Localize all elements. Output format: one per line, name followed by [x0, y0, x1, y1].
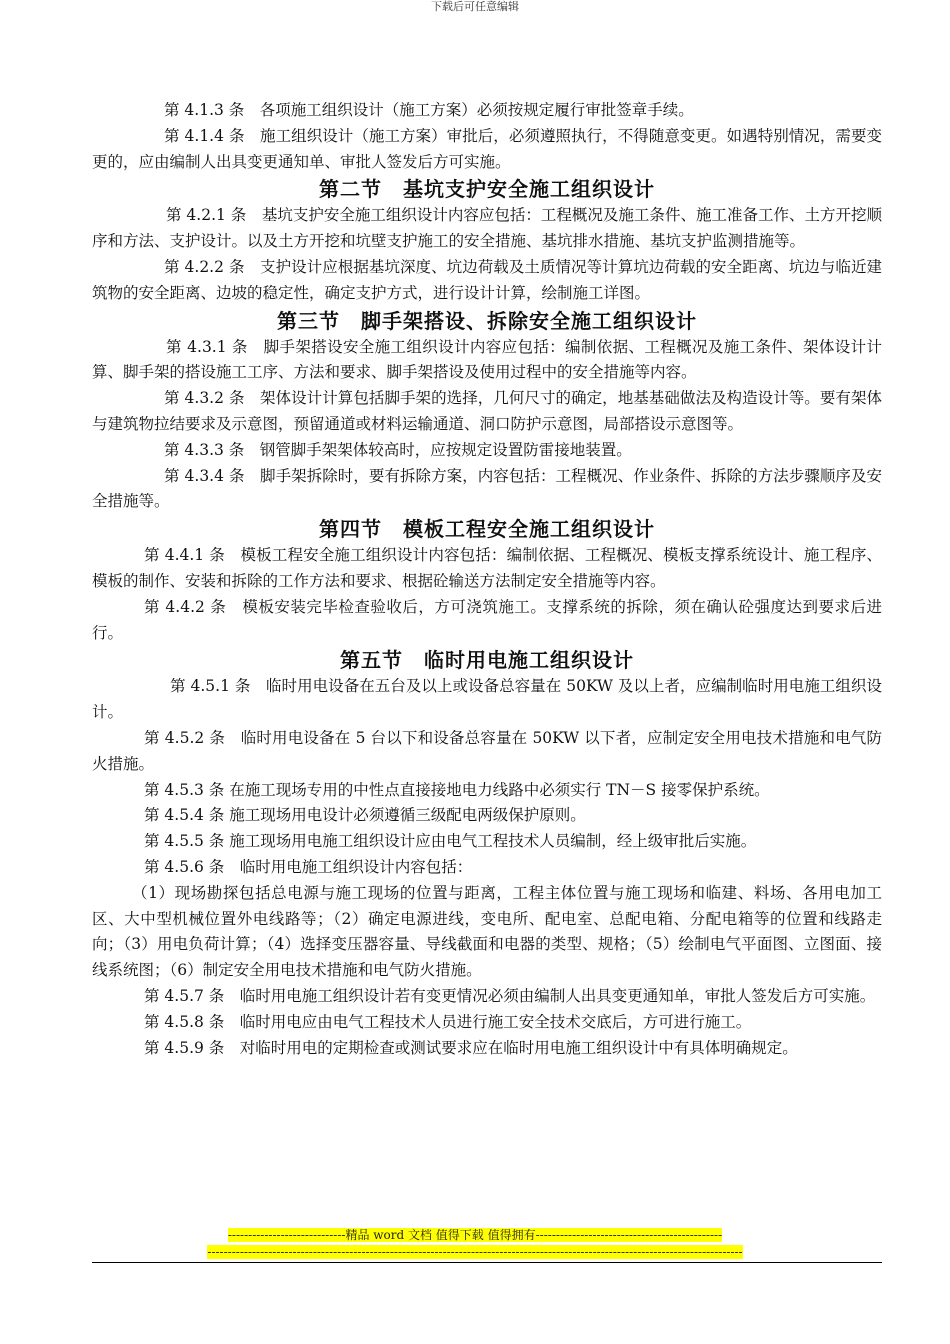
article-paragraph: 第 4.5.8 条 临时用电应由电气工程技术人员进行施工安全技术交底后，方可进行施工。 — [144, 1012, 752, 1031]
article-paragraph: （1）现场勘探包括总电源与施工现场的位置与距离，工程主体位置与施工现场和临建、料场、各用电加工区、大中型机械位置外电线路等；（2）确定电源进线，变电所、配电室、总配电箱、分配电箱等的位置和线路走向；（3）用电负荷计算；（4）选择变压器容量、导线截面和电器的类型、规格；（5）绘制电气平面图、立图面、接线系统图；（6）制定安全用电技术措施和电气防火措施。 — [92, 883, 882, 980]
article-paragraph: 第 4.5.3 条 在施工现场专用的中性点直接接地电力线路中必须实行 TN－S 接零保护系统。 — [144, 780, 770, 799]
article-paragraph: 第 4.5.7 条 临时用电施工组织设计若有变更情况必须由编制人出具变更通知单，审批人签发后方可实施。 — [144, 986, 876, 1005]
article-paragraph: 第 4.5.4 条 施工现场用电设计必须遵循三级配电两级保护原则。 — [144, 806, 586, 825]
footer-rule — [92, 1262, 882, 1263]
article-paragraph: 第 4.3.4 条 脚手架拆除时，要有拆除方案，内容包括：工程概况、作业条件、拆除的方法步骤顺序及安全措施等。 — [92, 466, 882, 511]
article-paragraph: 第 4.4.1 条 模板工程安全施工组织设计内容包括：编制依据、工程概况、模板支撑系统设计、施工程序、模板的制作、安装和拆除的工作方法和要求、根据砼输送方法制定安全措施等内容。 — [92, 546, 882, 590]
article-paragraph: 第 4.5.5 条 施工现场用电施工组织设计应由电气工程技术人员编制，经上级审批后实施。 — [144, 832, 757, 851]
section-heading: 第二节 基坑支护安全施工组织设计 — [319, 177, 655, 202]
footer-line-1: -----------------------------精品 word 文档 值得下载 值得拥有---------------------------------------------- — [227, 1228, 723, 1242]
article-paragraph: 第 4.3.1 条 脚手架搭设安全施工组织设计内容应包括：编制依据、工程概况及施工条件、架体设计计算、脚手架的搭设施工工序、方法和要求、脚手架搭设及使用过程中的安全措施等内容。 — [92, 337, 882, 382]
footer-line-2: ------------------------------------------------------------------------------------------------------------------------------------ — [207, 1245, 743, 1259]
section-heading: 第四节 模板工程安全施工组织设计 — [319, 517, 655, 542]
section-heading: 第五节 临时用电施工组织设计 — [340, 648, 634, 673]
article-paragraph: 第 4.2.1 条 基坑支护安全施工组织设计内容应包括：工程概况及施工条件、施工准备工作、土方开挖顺序和方法、支护设计。以及土方开挖和坑壁支护施工的安全措施、基坑排水措施、基坑支护监测措施等。 — [92, 206, 882, 251]
article-paragraph: 第 4.4.2 条 模板安装完毕检查验收后，方可浇筑施工。支撑系统的拆除，须在确认砼强度达到要求后进行。 — [92, 597, 882, 642]
article-paragraph: 第 4.1.3 条 各项施工组织设计（施工方案）必须按规定履行审批签章手续。 — [164, 101, 694, 119]
article-paragraph: 第 4.2.2 条 支护设计应根据基坑深度、坑边荷载及土质情况等计算坑边荷载的安全距离、坑边与临近建筑物的安全距离、边坡的稳定性，确定支护方式，进行设计计算，绘制施工详图。 — [92, 257, 882, 302]
article-paragraph: 第 4.5.2 条 临时用电设备在 5 台以下和设备总容量在 50KW 以下者，应制定安全用电技术措施和电气防火措施。 — [92, 728, 882, 773]
article-paragraph: 第 4.1.4 条 施工组织设计（施工方案）审批后，必须遵照执行，不得随意变更。如遇特别情况，需要变更的，应由编制人出具变更通知单、审批人签发后方可实施。 — [92, 126, 882, 171]
article-paragraph: 第 4.5.1 条 临时用电设备在五台及以上或设备总容量在 50KW 及以上者，应编制临时用电施工组织设计。 — [92, 677, 882, 722]
article-paragraph: 第 4.5.6 条 临时用电施工组织设计内容包括： — [144, 857, 473, 876]
document-body — [92, 98, 882, 1061]
article-paragraph: 第 4.5.9 条 对临时用电的定期检查或测试要求应在临时用电施工组织设计中有具体明确规定。 — [144, 1038, 798, 1057]
footer-banner — [0, 1227, 950, 1261]
article-paragraph: 第 4.3.2 条 架体设计计算包括脚手架的选择，几何尺寸的确定，地基基础做法及构造设计等。要有架体与建筑物拉结要求及示意图，预留通道或材料运输通道、洞口防护示意图，局部搭设示意图等。 — [92, 389, 882, 433]
page-header: 下载后可任意编辑 — [431, 0, 519, 13]
section-heading: 第三节 脚手架搭设、拆除安全施工组织设计 — [277, 308, 697, 333]
article-paragraph: 第 4.3.3 条 钢管脚手架架体较高时，应按规定设置防雷接地装置。 — [164, 440, 632, 459]
